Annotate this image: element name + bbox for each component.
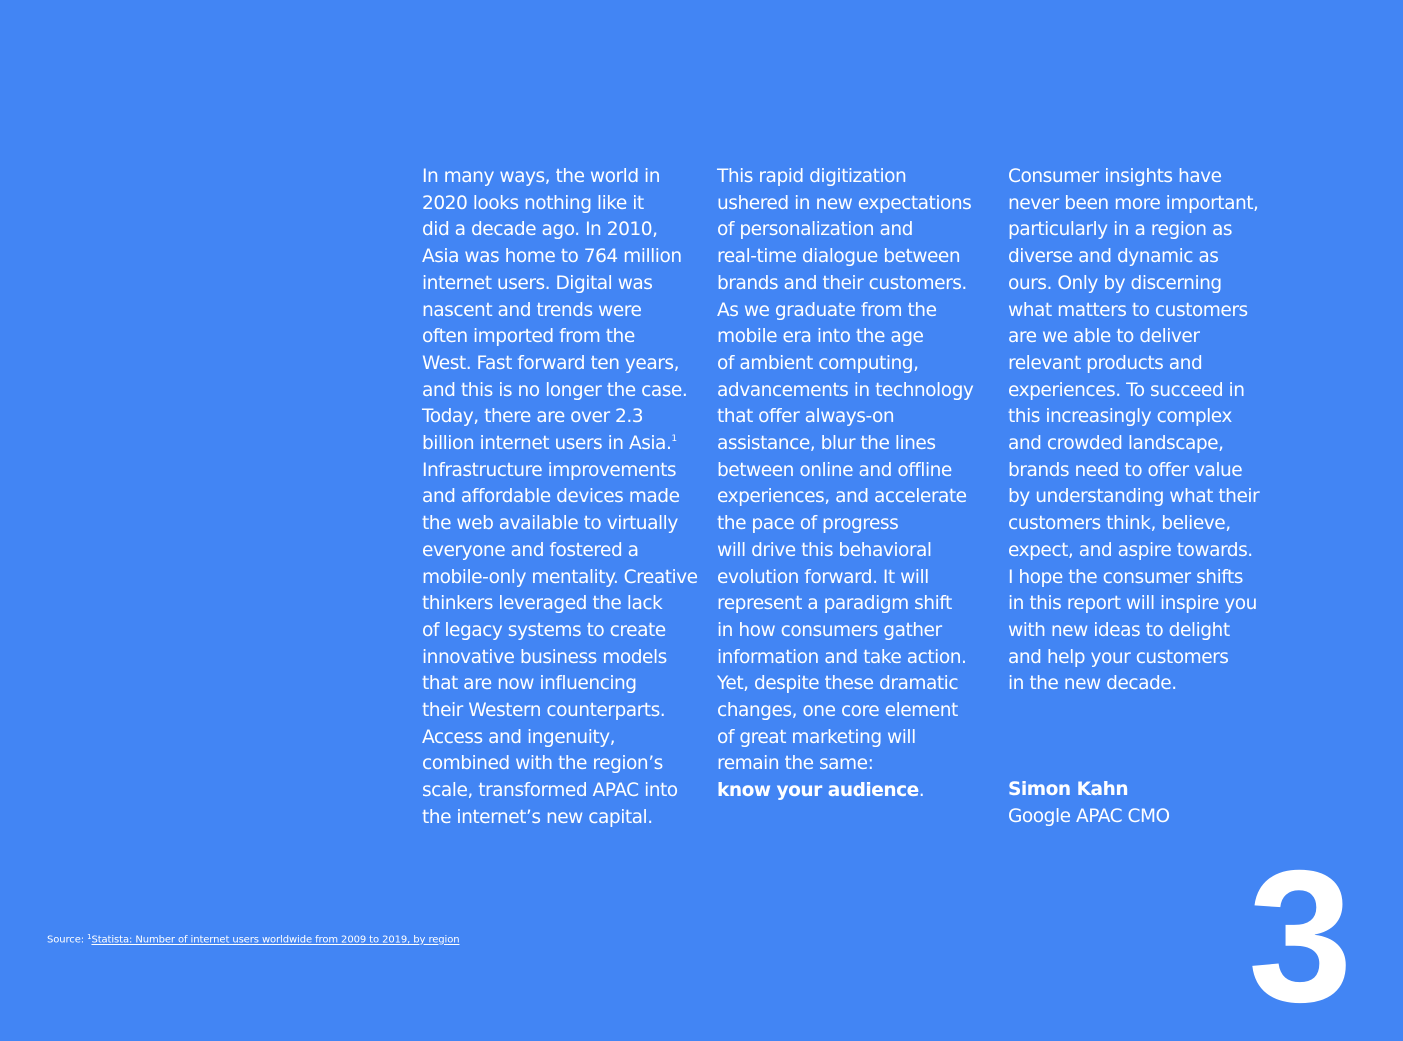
intro-column-2-text: This rapid digitization ushered in new expectations of personalization and real-time dialogue between brands and their customers. As we graduate from the mobile era into the age of ambient computing, advancements in technology that offer always-on assistance, blur the lines between online and offline experiences, and accelerate the pace of progress will drive this behavioral evolution forward. It will represent a paradigm shift in how consumers gather information and take action. Yet, despite these dramatic changes, one core element of great marketing will remain the same:	[717, 166, 974, 775]
page-number: 3	[1248, 831, 1349, 1041]
intro-column-3	[1008, 164, 1278, 698]
source-link[interactable]: Statista: Number of internet users worldwide from 2009 to 2019, by region	[91, 934, 460, 946]
intro-column-2	[717, 164, 997, 805]
source-label: Source:	[47, 934, 88, 946]
intro-column-3-text: Consumer insights have never been more important, particularly in a region as diverse and dynamic as ours. Only by discerning what matters to customers are we able to deliver relevant products and experiences. To succeed in this increasingly complex and crowded landscape, brands need to offer value by understanding what their customers think, believe, expect, and aspire towards. I hope the consumer shifts in this report will inspire you with new ideas to delight and help your customers in the new decade.	[1008, 166, 1260, 695]
source-footnote	[47, 933, 459, 946]
footnote-reference[interactable]: 1	[671, 433, 677, 444]
source-ref-number: 1	[87, 933, 92, 941]
intro-column-1-text-continued: Infrastructure improvements and affordable devices made the web available to virtually everyone and fostered a mobile-only mentality. Creative thinkers leveraged the lack of legacy systems to create innovative business models that are now influencing their Western counterparts. Access and ingenuity, combined with the region’s scale, transformed APAC into the internet’s new capital.	[422, 459, 698, 828]
author-signature	[1008, 777, 1170, 830]
author-title: Google APAC CMO	[1008, 805, 1170, 827]
key-message-period: .	[918, 780, 925, 802]
author-name: Simon Kahn	[1008, 779, 1129, 800]
key-message-emphasis: know your audience	[717, 780, 919, 802]
intro-column-1-text: In many ways, the world in 2020 looks nothing like it did a decade ago. In 2010, Asia was home to 764 million internet users. Digital was nascent and trends were often imported from the West. Fast forward ten years, and this is no longer the case. Today, there are over 2.3 billion internet users in Asia.	[422, 166, 688, 455]
intro-column-1	[422, 164, 702, 832]
